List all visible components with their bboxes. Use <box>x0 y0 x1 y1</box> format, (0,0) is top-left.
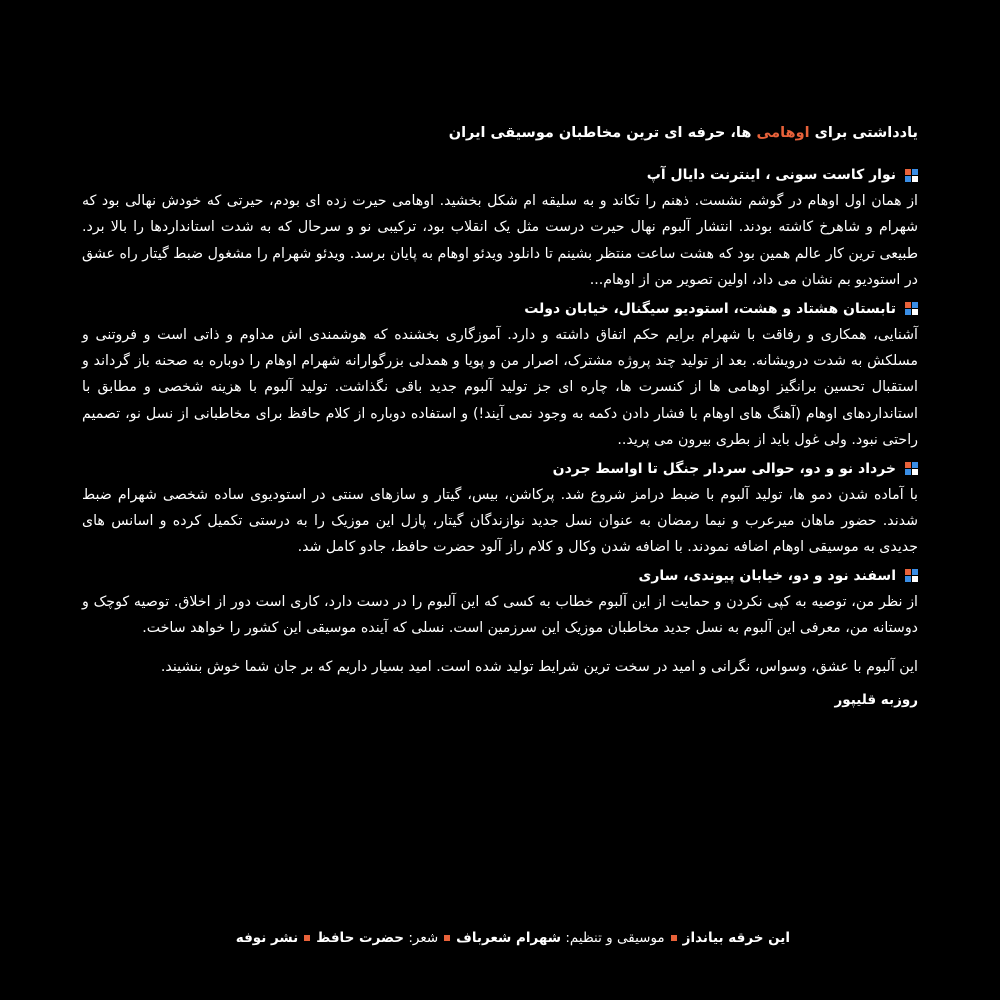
section-heading-2 <box>82 296 918 322</box>
title-highlight: اوهامی <box>756 125 810 141</box>
notes-content <box>82 112 918 712</box>
album-name: این خرقه بیانداز <box>682 930 790 946</box>
orange-square-icon <box>304 935 310 941</box>
section-body-3: با آماده شدن دمو ها، تولید آلبوم با ضبط درامز شروع شد. پرکاشن، بیس، گیتار و سازهای سنتی در استودیوی ساده شخصی شهرام ضبط شدند. حضور ماهان میرعرب و نیما رمضان به عنوان نسل جدید نوازندگان گیتار، پازل این موزیک را به درستی تکمیل کرده و اسانس های جدیدی به موسیقی اوهام اضافه نمودند. با اضافه شدن وکال و کلام راز آلود حضرت حافظ، جادو کامل شد. <box>82 486 918 556</box>
album-credits <box>236 926 790 950</box>
section-heading-text: تابستان هشتاد و هشت، استودیو سیگنال، خیابان دولت <box>524 300 896 317</box>
section-heading-text: خرداد نو و دو، حوالی سردار جنگل تا اواسط جردن <box>552 460 896 477</box>
signature: روزبه قلیپور <box>834 692 918 709</box>
four-squares-icon <box>905 462 918 475</box>
section-body-4: از نظر من، توصیه به کپی نکردن و حمایت از این آلبوم خطاب به کسی که این آلبوم را در دست دارد، کاری است دور از اخلاق. توصیه کوچک و دوستانه من، معرفی این آلبوم به نسل جدید مخاطبان موزیک این سرزمین است. نسلی که آینده موسیقی این کشور را خواهد ساخت. <box>82 593 918 637</box>
four-squares-icon <box>905 169 918 182</box>
music-credit-name: شهرام شعرباف <box>456 930 562 946</box>
section-body-1: از همان اول اوهام در گوشم نشست. ذهنم را تکاند و به سلیقه ام شکل بخشید. اوهامی حیرت زده ای بودم، حیرتی که خودش نهالی بود که شهرام و شاهرخ کاشته بودند. انتشار آلبوم نهال حیرت درست مثل یک انقلاب بود، ترکیبی نو و سرحال که به شدت استانداردها را بالا برد. طبیعی ترین کار عالم همین بود که هشت ساعت منتظر بشینم تا دانلود ویدئو اوهام به پایان برسد. ویدئو شهرام را مشغول ضبط گیتار راه عشق در استودیو بم نشان می داد، اولین تصویر من از اوهام... <box>82 193 918 289</box>
page-title <box>82 120 918 146</box>
orange-square-icon <box>671 935 677 941</box>
title-prefix: یادداشتی برای <box>809 125 918 141</box>
lyrics-credit-name: حضرت حافظ <box>316 930 405 946</box>
section-heading-1 <box>82 162 918 188</box>
publisher-name: نشر نوفه <box>235 930 299 946</box>
section-heading-3 <box>82 456 918 482</box>
title-suffix: ها، حرفه ای ترین مخاطبان موسیقی ایران <box>448 125 757 141</box>
section-heading-text: اسفند نود و دو، خیابان پیوندی، ساری <box>638 567 896 584</box>
lyrics-credit-label: شعر: <box>408 930 439 946</box>
section-heading-4 <box>82 563 918 589</box>
closing-paragraph: این آلبوم با عشق، وسواس، نگرانی و امید در سخت ترین شرایط تولید شده است. امید بسیار داریم که بر جان شما خوش بنشیند. <box>160 658 918 675</box>
four-squares-icon <box>905 569 918 582</box>
music-credit-label: موسیقی و تنظیم: <box>565 930 665 946</box>
section-body-2: آشنایی، همکاری و رفاقت با شهرام برایم حکم اتفاق داشته و دارد. آموزگاری بخشنده که هوشمندی اش مداوم و ذاتی است و فروتنی و مسلکش به شدت درویشانه. بعد از تولید چند پروژه مشترک، اصرار من و پویا و همدلی بزرگوارانه شهرام اوهام را دوباره به صحنه باز گرداند و استقبال تحسین برانگیز اوهامی ها از کنسرت ها، چاره ای جز تولید آلبوم جدید باقی نگذاشت. تولید آلبوم با هزینه شخصی و مطابق با استانداردهای اوهام (آهنگ های اوهام با فشار دادن دکمه به وجود نمی آیند!) و استفاده دوباره از کلام حافظ برای مخاطبانی از نسل نو، تصمیم راحتی نبود. ولی غول باید از بطری بیرون می پرید.. <box>82 326 918 449</box>
four-squares-icon <box>905 302 918 315</box>
section-heading-text: نوار کاست سونی ، اینترنت دایال آپ <box>646 167 896 183</box>
orange-square-icon <box>444 935 450 941</box>
